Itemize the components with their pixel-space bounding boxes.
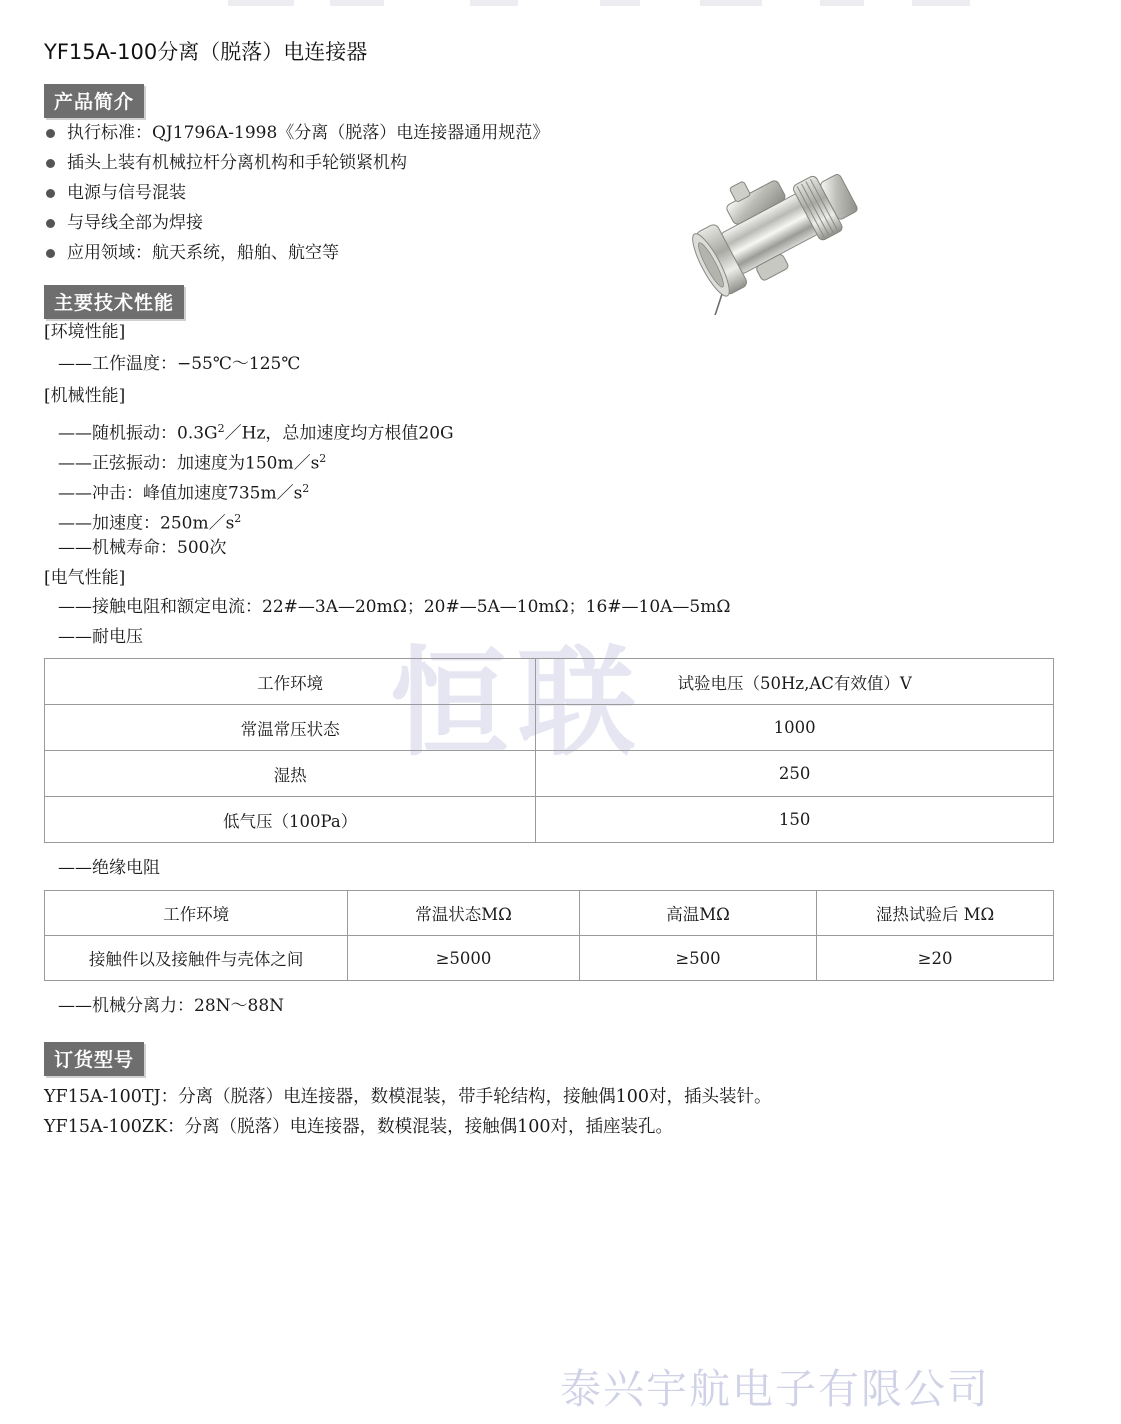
spec-line-withstand-voltage: ——耐电压 xyxy=(58,627,143,647)
table-header-row xyxy=(45,891,1054,936)
table-cell: 湿热 xyxy=(45,751,536,797)
table-header-cell: 试验电压（50Hz,AC有效值）V xyxy=(536,659,1054,705)
section-heading-intro: 产品简介 xyxy=(44,84,144,118)
connector-illustration xyxy=(683,130,913,315)
product-photo xyxy=(683,130,913,315)
table-cell: 常温常压状态 xyxy=(45,705,536,751)
table-cell: 150 xyxy=(536,797,1054,843)
list-item-label: 应用领域：航天系统，船舶、航空等 xyxy=(67,243,339,263)
scan-artifacts xyxy=(0,0,1121,12)
spec-line-shock: ——冲击：峰值加速度$735m/s^2$ xyxy=(58,482,310,504)
spec-line-mechanical-life: ——机械寿命：500次 xyxy=(58,538,227,558)
bullet-dot-icon xyxy=(46,219,55,228)
bullet-dot-icon xyxy=(46,189,55,198)
spec-line-insulation-resistance: ——绝缘电阻 xyxy=(58,858,160,878)
table-cell: ≥500 xyxy=(579,936,816,981)
spec-group-mechanical: [机械性能] xyxy=(44,386,126,406)
spec-group-electrical: [电气性能] xyxy=(44,568,126,588)
spec-line-random-vibration: ——随机振动：$0.3G^2/Hz$，总加速度均方根值20G xyxy=(58,422,454,444)
table-header-cell: 常温状态MΩ xyxy=(348,891,580,936)
intro-bullet-list xyxy=(44,122,684,272)
list-item xyxy=(44,242,684,264)
page-title: YF15A-100分离（脱落）电连接器 xyxy=(44,40,368,64)
watermark-bottom: 泰兴宇航电子有限公司 xyxy=(560,1365,990,1413)
list-item-label: 插头上装有机械拉杆分离机构和手轮锁紧机构 xyxy=(67,153,407,173)
spec-line-separation-force: ——机械分离力：28N～88N xyxy=(58,996,285,1016)
bullet-dot-icon xyxy=(46,159,55,168)
spec-line-contact-resistance: ——接触电阻和额定电流：22#—3A—20mΩ；20#—5A—10mΩ；16#—10A—5mΩ xyxy=(58,597,731,617)
order-model-line: YF15A-100ZK：分离（脱落）电连接器，数模混装，接触偶100对，插座装孔。 xyxy=(44,1117,674,1137)
withstand-voltage-table xyxy=(44,658,1054,843)
order-model-line: YF15A-100TJ：分离（脱落）电连接器，数模混装，带手轮结构，接触偶100对，插头装针。 xyxy=(44,1087,772,1107)
spec-line-sine-vibration: ——正弦振动：加速度为$150m/s^2$ xyxy=(58,452,327,474)
list-item xyxy=(44,122,684,144)
table-cell: 低气压（100Pa） xyxy=(45,797,536,843)
list-item-label: 执行标准：QJ1796A-1998《分离（脱落）电连接器通用规范》 xyxy=(67,123,550,143)
spec-group-environment: [环境性能] xyxy=(44,322,126,342)
table-cell: 1000 xyxy=(536,705,1054,751)
table-cell: 接触件以及接触件与壳体之间 xyxy=(45,936,348,981)
table-cell: ≥20 xyxy=(817,936,1054,981)
table-row xyxy=(45,797,1054,843)
list-item xyxy=(44,182,684,204)
table-row xyxy=(45,936,1054,981)
bullet-dot-icon xyxy=(46,249,55,258)
table-header-cell: 工作环境 xyxy=(45,659,536,705)
insulation-resistance-table xyxy=(44,890,1054,981)
list-item xyxy=(44,212,684,234)
list-item-label: 电源与信号混装 xyxy=(67,183,186,203)
watermark-center: 恒联 xyxy=(390,633,647,772)
table-header-cell: 工作环境 xyxy=(45,891,348,936)
spec-line-working-temperature: ——工作温度：−55℃～125℃ xyxy=(58,354,301,374)
table-header-row xyxy=(45,659,1054,705)
table-cell: ≥5000 xyxy=(348,936,580,981)
spec-line-acceleration: ——加速度：$250m/s^2$ xyxy=(58,512,242,534)
section-heading-order: 订货型号 xyxy=(44,1042,144,1076)
table-cell: 250 xyxy=(536,751,1054,797)
table-header-cell: 高温MΩ xyxy=(579,891,816,936)
table-row xyxy=(45,751,1054,797)
list-item-label: 与导线全部为焊接 xyxy=(67,213,203,233)
table-row xyxy=(45,705,1054,751)
bullet-dot-icon xyxy=(46,129,55,138)
list-item xyxy=(44,152,684,174)
table-header-cell: 湿热试验后 MΩ xyxy=(817,891,1054,936)
section-heading-tech: 主要技术性能 xyxy=(44,285,184,319)
